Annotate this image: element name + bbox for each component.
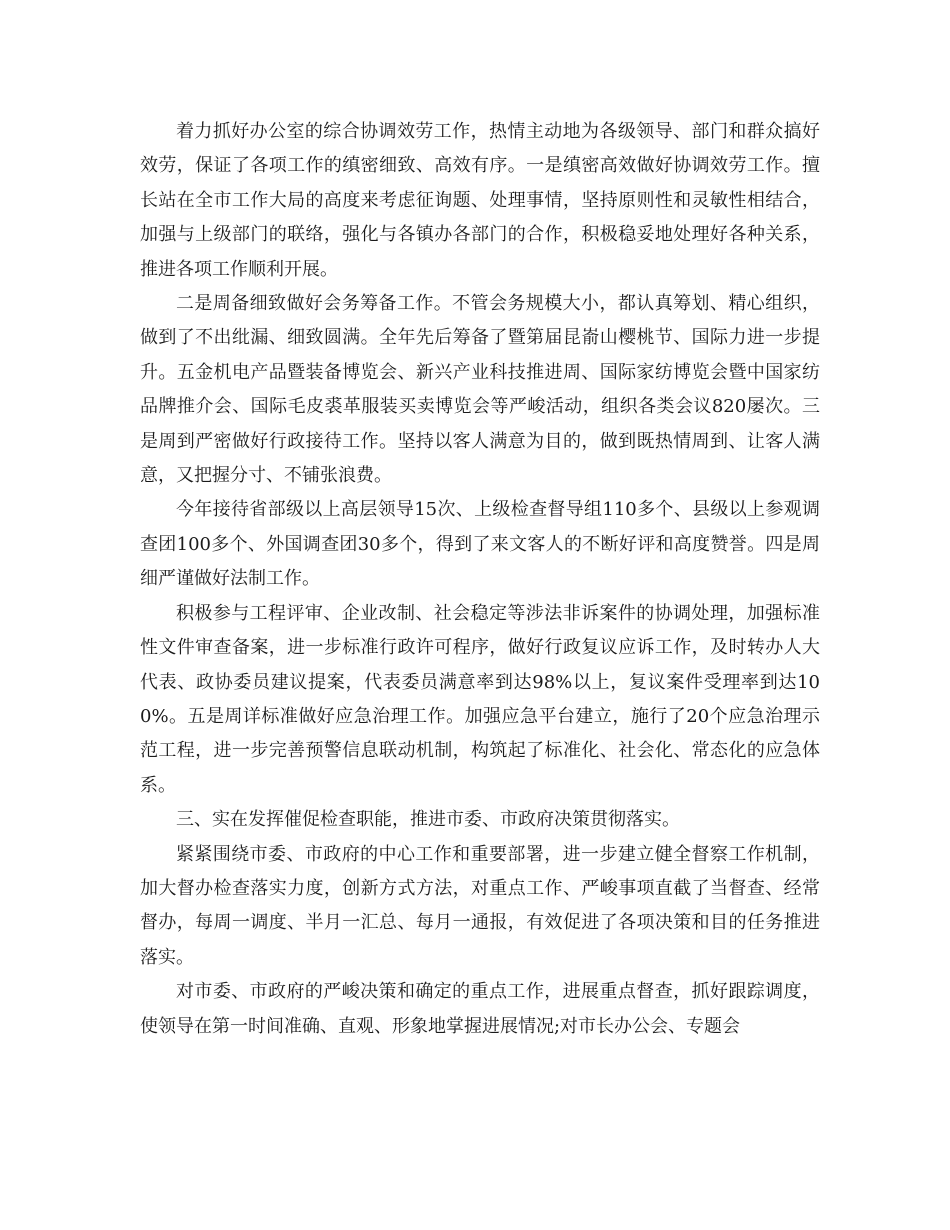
- paragraph-6: 紧紧围绕市委、市政府的中心工作和重要部署，进一步建立健全督察工作机制，加大督办检查落实力度，创新方式方法，对重点工作、严峻事项直截了当督查、经常督办，每周一调度、半月一汇总、每月一通报，有效促进了各项决策和目的任务推进落实。: [140, 843, 820, 968]
- section-heading-3: 三、实在发挥催促检查职能，推进市委、市政府决策贯彻落实。: [176, 809, 680, 831]
- paragraph-2: 二是周备细致做好会务筹备工作。不管会务规模大小，都认真筹划、精心组织，做到了不出纰漏、细致圆满。全年先后筹备了暨第届昆嵛山樱桃节、国际力进一步提升。五金机电产品暨装备博览会、新兴产业科技推进周、国际家纺博览会暨中国家纺品牌推介会、国际毛皮裘革服装买卖博览会等严峻活动，组织各类会议820屡次。三是周到严密做好行政接待工作。坚持以客人满意为目的，做到既热情周到、让客人满意，又把握分寸、不铺张浪费。: [140, 293, 820, 487]
- paragraph-4: 积极参与工程评审、企业改制、社会稳定等涉法非诉案件的协调处理，加强标准性文件审查备案，进一步标准行政许可程序，做好行政复议应诉工作，及时转办人大代表、政协委员建议提案，代表委员满意率到达98%以上，复议案件受理率到达100%。五是周详标准做好应急治理工作。加强应急平台建立，施行了20个应急治理示范工程，进一步完善预警信息联动机制，构筑起了标准化、社会化、常态化的应急体系。: [140, 602, 820, 796]
- paragraph-1: 着力抓好办公室的综合协调效劳工作，热情主动地为各级领导、部门和群众搞好效劳，保证了各项工作的缜密细致、高效有序。一是缜密高效做好协调效劳工作。擅长站在全市工作大局的高度来考虑征询题、处理事情，坚持原则性和灵敏性相结合，加强与上级部门的联络，强化与各镇办各部门的合作，积极稳妥地处理好各种关系，推进各项工作顺利开展。: [140, 121, 820, 280]
- paragraph-7: 对市委、市政府的严峻决策和确定的重点工作，进展重点督查，抓好跟踪调度，使领导在第一时间准确、直观、形象地掌握进展情况;对市长办公会、专题会: [140, 981, 820, 1037]
- document-body: [140, 115, 820, 1044]
- paragraph-3: 今年接待省部级以上高层领导15次、上级检查督导组110多个、县级以上参观调查团100多个、外国调查团30多个，得到了来文客人的不断好评和高度赞誉。四是周细严谨做好法制工作。: [140, 499, 820, 590]
